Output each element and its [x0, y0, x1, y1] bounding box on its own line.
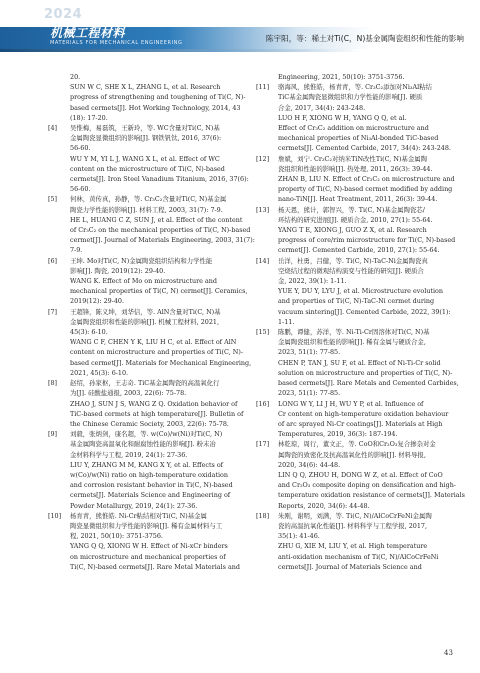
- reference-line: 陶瓷力学性能的影响[J]. 材料工程, 2003, 31(7): 7-9.: [70, 205, 223, 214]
- reference-line: and properties of Ti(C, N)-TaC-Ni cermet during: [278, 297, 435, 306]
- reference-line: 何林，黄传真，孙静，等. Cr₃C₂含量对Ti(C, N)基金属: [70, 195, 227, 204]
- reference-line: 陈鹏，谭健，苏洋，等. Ni-Ti-Cr固溶体对Ti(C, N)基: [278, 328, 430, 337]
- reference-line: 杨育青，熊惟皓. Ni-Cr粘结相对Ti(C, N)基金属: [70, 511, 207, 520]
- journal-title-en: MATERIALS FOR MECHANICAL ENGINEERING: [50, 40, 183, 46]
- reference-line: ZHAO J, SUN J S, WANG Z Q. Oxidation behavior of: [70, 399, 238, 408]
- reference-line: 王坤. Mo对Ti(C, N)金属陶瓷组织结构和力学性能: [70, 256, 213, 265]
- left-column: [48, 72, 255, 572]
- reference-continuation: [256, 72, 452, 82]
- reference-line: 金材料科学与工程, 2019, 24(1): 27-36.: [70, 450, 188, 459]
- reference-line: solution on microstructure and properties of Ti(C, N)-: [278, 368, 453, 377]
- reference-line: of arc sprayed Ni-Cr coatings[J]. Materials at High: [278, 419, 443, 428]
- reference-line: 王超锋，陈义坤，刘华信，等. AlN含量对Ti(C, N)基: [70, 307, 221, 316]
- reference-line: Engineering, 2021, 50(10): 3751-3756.: [278, 73, 405, 81]
- reference-line: 2021, 45(3): 6-10.: [70, 368, 129, 377]
- reference-line: progress of strengthening and toughening of Ti(C, N)-: [70, 93, 246, 102]
- reference-line: 56-60.: [70, 144, 91, 153]
- reference-line: ZHAN B, LIU N. Effect of Cr₃C₂ on microstructure and: [278, 175, 455, 184]
- reference-line: 金属陶瓷显微组织的影响[J]. 钢铁钒钛, 2016, 37(6):: [70, 134, 222, 143]
- reference-line: TiC-based cermets at high temperature[J]. Bulletin of: [70, 409, 244, 418]
- reference-line: 林乾琼，周行，董文正，等. CoO和Cr₂O₃复合掺杂对金: [278, 440, 436, 449]
- reference-line: Powder Metallurgy, 2019, 24(1): 27-36.: [70, 501, 198, 510]
- reference-continuation: [48, 72, 244, 123]
- reference-line: 为[J]. 硅酸盐通报, 2003, 22(6): 75-78.: [70, 389, 187, 398]
- reference-entry: [48, 194, 255, 255]
- reference-line: and Cr₂O₃ composite doping on densification and high-: [278, 481, 456, 490]
- reference-number: [11]: [256, 83, 270, 92]
- reference-entry: [256, 327, 459, 398]
- reference-line: YUE Y, DU Y, LYU J, et al. Microstructure evolution: [278, 287, 443, 296]
- reference-number: [9]: [48, 430, 58, 439]
- header-ribbon-shade: [0, 49, 480, 52]
- reference-line: on microstructure and mechanical properties of: [70, 552, 226, 561]
- reference-line: 詹斌，刘宁. Cr₃C₂对纳米TiN改性Ti(C, N)基金属陶: [278, 154, 427, 163]
- reference-line: SUN W C, SHE X L, ZHANG L, et al. Research: [70, 83, 221, 92]
- reference-line: LONG W Y, LI J H, WU Y P, et al. Influence of: [278, 399, 424, 408]
- reference-line: cermet[J]. Journal of Materials Engineering, 2003, 31(7):: [70, 236, 255, 245]
- page-number: 43: [444, 649, 453, 657]
- reference-line: LUO H F, XIONG W H, YANG Q Q, et al.: [278, 113, 407, 122]
- reference-line: cermet[J]. Cemented Carbide, 2010, 27(1): 55-64.: [278, 246, 440, 255]
- reference-line: progress of core/rim microstructure for Ti(C, N)-based: [278, 236, 456, 245]
- reference-number: [13]: [256, 205, 270, 214]
- reference-line: Reports, 2020, 34(6): 44-48.: [278, 501, 370, 510]
- reference-number: [6]: [48, 256, 58, 265]
- reference-line: cermets[J]. Cemented Carbide, 2017, 34(4): 243-248.: [278, 144, 451, 153]
- reference-line: vacuum sintering[J]. Cemented Carbide, 2022, 39(1):: [278, 307, 451, 316]
- reference-line: based cermets[J]. Hot Working Technology, 2014, 43: [70, 103, 241, 112]
- reference-line: YANG T E, XIONG J, GUO Z X, et al. Research: [278, 226, 427, 235]
- reference-line: 合金, 2017, 34(4): 243-248.: [278, 103, 366, 112]
- reference-text: [70, 123, 249, 194]
- reference-line: Cr content on high-temperature oxidation behaviour: [278, 409, 449, 418]
- reference-line: 基金属陶瓷高温氧化和耐腐蚀性能的影响[J]. 粉末冶: [70, 440, 216, 449]
- reference-line: 瓷组织和性能的影响[J]. 热处理, 2011, 26(3): 39-44.: [278, 164, 433, 173]
- reference-entry: [48, 378, 244, 429]
- reference-line: 45(3): 6-10.: [70, 328, 108, 337]
- reference-entry: [48, 307, 252, 378]
- reference-number: [15]: [256, 328, 270, 337]
- reference-line: WANG K. Effect of Mo on microstructure and: [70, 277, 218, 286]
- reference-number: [17]: [256, 440, 270, 449]
- reference-number: [8]: [48, 379, 58, 388]
- reference-text: [278, 82, 452, 153]
- reference-line: 影响[J]. 陶瓷, 2019(12): 29-40.: [70, 266, 166, 275]
- reference-entry: [256, 256, 452, 327]
- reference-line: property of Ti(C, N)-based cermet modified by adding: [278, 185, 453, 194]
- reference-line: TiC基金属陶瓷显微组织和力学性能的影响[J]. 硬质: [278, 93, 423, 102]
- reference-entry: [256, 511, 452, 572]
- reference-line: YANG Q Q, XIONG W H. Effect of Ni-xCr binders: [70, 542, 228, 551]
- reference-text: [70, 511, 244, 572]
- reference-number: [14]: [256, 256, 270, 265]
- reference-line: (18): 17-20.: [70, 113, 108, 122]
- reference-line: 20.: [70, 73, 81, 81]
- reference-line: 杨天恩，熊计，郭智兴，等. Ti(C, N)基金属陶瓷芯/: [278, 205, 425, 214]
- reference-text: [278, 327, 459, 398]
- reference-text: [278, 511, 452, 572]
- reference-number: [12]: [256, 154, 270, 163]
- reference-line: 环结构的研究进展[J]. 硬质合金, 2010, 27(1): 55-64.: [278, 215, 433, 224]
- reference-line: Effect of Cr₃C₂ addition on microstructure and: [278, 124, 429, 133]
- right-column: [256, 72, 465, 572]
- reference-text: [70, 194, 255, 255]
- reference-line: 1-11.: [278, 317, 295, 326]
- reference-text: [278, 439, 465, 510]
- reference-entry: [256, 154, 455, 205]
- reference-line: cermets[J]. Materials Science and Engineering of: [70, 491, 231, 500]
- reference-line: of Cr₃C₂ on the mechanical properties of Ti(C, N)-based: [70, 226, 251, 235]
- reference-line: cermets[J]. Iron Steel Vanadium Titanium, 2016, 37(6):: [70, 175, 249, 184]
- reference-line: 赵绍，孙家枢，王志奇. TiC基金属陶瓷的高温氧化行: [70, 379, 220, 388]
- reference-line: LIU Y, ZHANG M M, KANG X Y, et al. Effects of: [70, 460, 224, 469]
- reference-entry: [48, 256, 248, 307]
- reference-entry: [256, 82, 452, 153]
- reference-line: 2020, 34(6): 44-48.: [278, 460, 341, 469]
- reference-number: [4]: [48, 124, 58, 133]
- reference-text: [70, 307, 251, 378]
- reference-line: 金, 2022, 39(1): 1-11.: [278, 277, 347, 286]
- reference-line: content on the microstructure of Ti(C, N)-based: [70, 164, 225, 173]
- reference-line: based cermets[J]. Rare Metals and Cemented Carbides,: [278, 379, 459, 388]
- reference-number: [7]: [48, 307, 58, 316]
- reference-line: mechanical properties of Ti(C, N) cermet[J]. Ceramics,: [70, 287, 248, 296]
- reference-text: [70, 378, 244, 429]
- reference-entry: [48, 123, 249, 194]
- reference-number: [16]: [256, 399, 270, 408]
- reference-number: [18]: [256, 511, 270, 520]
- reference-line: 2023, 51(1): 77-85.: [278, 348, 341, 357]
- reference-line: Ti(C, N)-based cermets[J]. Rare Metal Materials and: [70, 562, 240, 571]
- reference-line: content on microstructure and properties of Ti(C, N)-: [70, 348, 244, 357]
- reference-text: [278, 205, 455, 256]
- reference-line: CHEN P, TAN J, SU F, et al. Effect of Ni-Ti-Cr solid: [278, 358, 441, 367]
- reference-number: [5]: [48, 195, 58, 204]
- reference-line: LIN Q Q, ZHOU H, DONG W Z, et al. Effect of CoO: [278, 470, 443, 479]
- journal-header: [0, 0, 480, 58]
- reference-line: ZHU G, XIE M, LIU Y, et al. High temperature: [278, 542, 428, 551]
- reference-text: [70, 256, 247, 307]
- reference-line: 金属陶瓷组织和性能的影响[J]. 机械工程材料, 2021,: [70, 317, 219, 326]
- reference-line: 属陶瓷的致密化及抗高温氧化性的影响[J]. 材料导报,: [278, 450, 426, 459]
- reference-line: 空烧结过程的微观结构演变与性能的研究[J]. 硬质合: [278, 266, 424, 275]
- reference-line: cermets[J]. Journal of Materials Science and: [278, 562, 422, 571]
- reference-text: [70, 429, 244, 511]
- reference-entry: [256, 439, 465, 510]
- reference-line: Temperatures, 2019, 36(3): 187-194.: [278, 430, 398, 439]
- reference-line: WANG C F, CHEN Y K, LIU H C, et al. Effect of AlN: [70, 338, 237, 347]
- reference-line: the Chinese Ceramic Society, 2003, 22(6): 75-78.: [70, 419, 229, 428]
- reference-entry: [48, 429, 244, 511]
- reference-entry: [256, 205, 456, 256]
- year-badge: 2024: [44, 7, 83, 22]
- reference-line: 刘毅，张炳剑，康名超，等. w(Co)/w(Ni)对Ti(C, N): [70, 430, 223, 439]
- reference-line: w(Co)/w(Ni) ratio on high-temperature oxidation: [70, 470, 229, 479]
- reference-line: 35(1): 41-46.: [278, 532, 320, 541]
- reference-line: 程, 2021, 50(10): 3751-3756.: [70, 532, 163, 541]
- reference-line: nano-TiN[J]. Heat Treatment, 2011, 26(3): 39-44.: [278, 195, 438, 204]
- reference-line: anti-oxidation mechanism of Ti(C, N)/AlCoCrFeNi: [278, 552, 439, 561]
- reference-line: temperature oxidation resistance of cermets[J]. Materials: [278, 491, 465, 500]
- reference-line: WU Y M, YI L J, WANG X L, et al. Effect of WC: [70, 154, 220, 163]
- reference-text: [278, 256, 452, 327]
- reference-line: 吴惟梅，易磊筑，王新玲，等. WC含量对Ti(C, N)基: [70, 124, 220, 133]
- reference-line: based cermet[J]. Materials for Mechanical Engineering,: [70, 358, 252, 367]
- reference-line: 瓷的高温抗氧化性能[J]. 材料科学与工程学报, 2017,: [278, 521, 427, 530]
- reference-line: and corrosion resistant behavior in Ti(C, N)-based: [70, 481, 233, 490]
- reference-line: 金属陶瓷组织和性能的影响[J]. 稀有金属与硬质合金,: [278, 338, 426, 347]
- reference-line: 2023, 51(1): 77-85.: [278, 389, 341, 398]
- reference-line: 2019(12): 29-40.: [70, 297, 125, 306]
- reference-text: [278, 154, 455, 205]
- reference-entry: [256, 399, 452, 440]
- running-title: 陈宇阳，等：稀土对Ti(C，N)基金属陶瓷组织和性能的影响: [265, 34, 464, 43]
- reference-line: 岳洋，杜勇，吕健，等. Ti(C, N)-TaC-Ni金属陶瓷真: [278, 256, 428, 265]
- reference-line: 56-60.: [70, 185, 91, 194]
- reference-line: 朱刚，谢明，刘满，等. Ti(C, N)/AlCoCrFeNi金属陶: [278, 511, 432, 520]
- reference-line: 陶瓷显微组织和力学性能的影响[J]. 稀有金属材料与工: [70, 521, 223, 530]
- reference-text: [278, 399, 452, 440]
- reference-line: 7-9.: [70, 246, 83, 255]
- journal-title-cn: 机械工程材料: [50, 26, 126, 40]
- reference-number: [10]: [48, 511, 62, 520]
- reference-line: 骆海风，熊惟皓，杨青青，等. Cr₃C₂添加对Ni₃Al粘结: [278, 83, 432, 92]
- reference-line: mechanical properties of Ni₃Al-bonded TiC-based: [278, 134, 439, 143]
- reference-entry: [48, 511, 244, 572]
- reference-line: HE L, HUANG C Z, SUN J, et al. Effect of the content: [70, 215, 243, 224]
